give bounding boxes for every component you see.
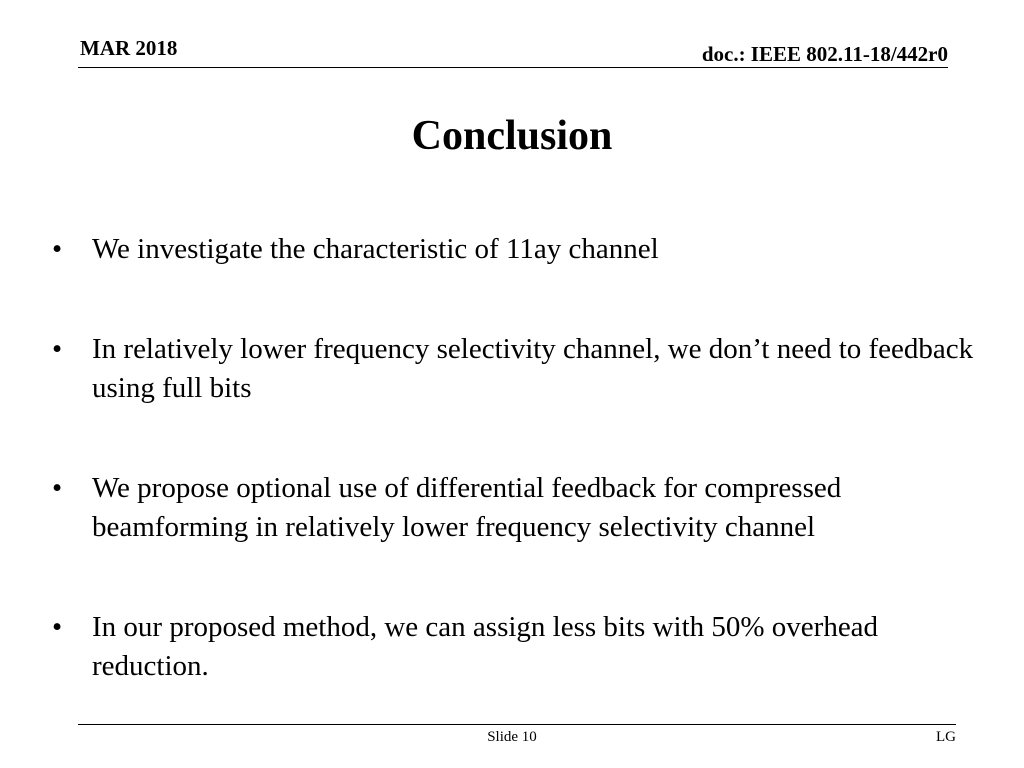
slide-title: Conclusion (411, 113, 613, 159)
bullet-item (50, 608, 990, 686)
header-divider (78, 67, 948, 68)
footer-divider (78, 724, 956, 725)
bullet-text: In relatively lower frequency selectivity channel, we don’t need to feedback using full bits (92, 333, 974, 404)
bullet-icon: • (52, 333, 63, 365)
bullet-icon: • (52, 472, 63, 504)
bullet-text: We propose optional use of differential feedback for compressed beamforming in relatively lower frequency selectivity channel (92, 472, 842, 543)
bullet-item (50, 469, 990, 547)
header-doc-id: doc.: IEEE 802.11-18/442r0 (701, 42, 948, 66)
header-date: MAR 2018 (80, 36, 178, 60)
footer-slide-number: Slide 10 (487, 729, 537, 745)
bullet-icon: • (52, 611, 63, 643)
bullet-text: We investigate the characteristic of 11ay channel (92, 233, 659, 265)
bullet-item (50, 330, 990, 408)
bullet-list (50, 230, 990, 747)
footer-company: LG (936, 729, 956, 745)
bullet-text: In our proposed method, we can assign less bits with 50% overhead reduction. (92, 611, 879, 682)
bullet-item (50, 230, 990, 269)
bullet-icon: • (52, 233, 63, 265)
